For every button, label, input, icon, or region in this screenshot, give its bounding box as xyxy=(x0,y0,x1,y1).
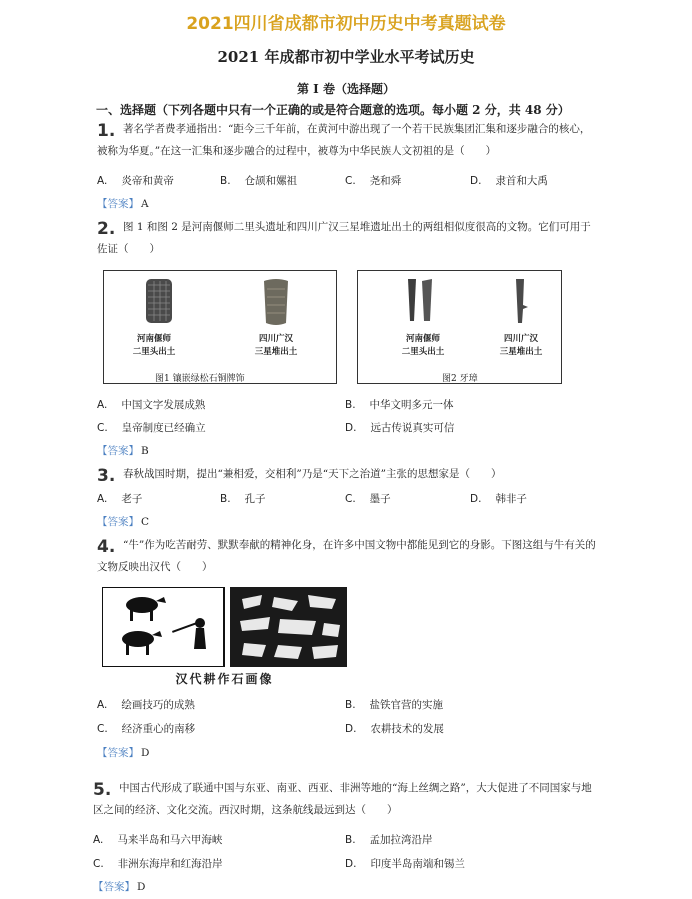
option-text: 印度半岛南端和锡兰 xyxy=(370,858,465,870)
option-label: B. xyxy=(220,175,231,187)
option-c xyxy=(345,491,391,506)
option-label: C. xyxy=(93,858,104,870)
figure-label-left: 河南偃师 二里头出土 xyxy=(401,334,445,357)
option-c xyxy=(345,173,401,188)
option-b xyxy=(220,491,266,506)
option-b xyxy=(345,697,443,712)
option-c xyxy=(97,721,195,736)
answer-value: D xyxy=(141,747,150,759)
option-label: B. xyxy=(345,399,356,411)
option-text: 孟加拉湾沿岸 xyxy=(369,834,433,846)
answer-value: C xyxy=(141,516,150,528)
bronze-plaque-images xyxy=(104,271,336,383)
answer-line xyxy=(97,745,149,760)
figure-label-right: 四川广汉 三星堆出土 xyxy=(499,334,543,357)
option-text: 皇帝制度已经确立 xyxy=(121,422,206,434)
option-text: 中华文明多元一体 xyxy=(369,399,454,411)
option-label: B. xyxy=(345,699,356,711)
option-label: A. xyxy=(93,834,104,846)
option-label: D. xyxy=(345,422,357,434)
question-text: 春秋战国时期，提出“兼相爱，交相利”乃是“天下之治道”主张的思想家是（ ） xyxy=(123,468,502,480)
option-text: 尧和舜 xyxy=(369,175,402,187)
answer-line xyxy=(97,196,149,211)
question-number: 3. xyxy=(97,466,116,486)
option-c xyxy=(97,420,206,435)
figure-1-caption: 图1 镶嵌绿松石铜牌饰 xyxy=(155,374,245,384)
option-label: D. xyxy=(345,858,357,870)
answer-value: D xyxy=(137,881,146,893)
question-text: “牛”作为吃苦耐劳、默默奉献的精神化身，在许多中国文物中都能见到它的身影。下图这组与牛有关的文物反映出汉代（ ） xyxy=(97,539,596,573)
question-number: 1. xyxy=(97,121,116,141)
figure-2-caption: 图2 牙璋 xyxy=(442,374,478,384)
option-a xyxy=(93,832,222,847)
option-d xyxy=(345,721,444,736)
figure-label-left: 河南偃师 二里头出土 xyxy=(132,334,176,357)
option-text: 老子 xyxy=(121,493,143,505)
option-text: 韩非子 xyxy=(495,493,527,505)
option-d xyxy=(470,173,548,188)
answer-line xyxy=(97,514,149,529)
option-text: 炎帝和黄帝 xyxy=(121,175,174,187)
option-label: A. xyxy=(97,399,108,411)
option-text: 远古传说真实可信 xyxy=(370,422,455,434)
option-label: C. xyxy=(97,422,108,434)
option-text: 马来半岛和马六甲海峡 xyxy=(117,834,223,846)
question-number: 5. xyxy=(93,780,112,800)
option-label: C. xyxy=(345,175,356,187)
option-label: B. xyxy=(220,493,231,505)
page-subtitle: 第 I 卷（选择题） xyxy=(297,82,395,96)
figure-caption: 汉代耕作石画像 xyxy=(175,672,274,686)
answer-tag: 【答案】 xyxy=(97,747,139,759)
answer-tag: 【答案】 xyxy=(97,516,139,528)
option-a xyxy=(97,173,174,188)
figure-label-right: 四川广汉 三星堆出土 xyxy=(254,334,298,357)
question-text: 著名学者费孝通指出：“距今三千年前，在黄河中游出现了一个若干民族集团汇集和逐步融合的核心，被称为华夏。”在这一汇集和逐步融合的过程中，被尊为中华民族人文初祖的是（ ） xyxy=(97,123,591,157)
answer-value: A xyxy=(141,198,149,210)
option-label: D. xyxy=(345,723,357,735)
figure-2 xyxy=(357,270,562,384)
option-label: A. xyxy=(97,175,108,187)
yazhang-images xyxy=(358,271,561,383)
option-text: 中国文字发展成熟 xyxy=(121,399,206,411)
option-c xyxy=(93,856,223,871)
option-b xyxy=(345,832,433,847)
option-text: 非洲东海岸和红海沿岸 xyxy=(117,858,223,870)
option-b xyxy=(220,173,297,188)
figure-1 xyxy=(103,270,337,384)
option-label: C. xyxy=(97,723,108,735)
option-text: 墨子 xyxy=(369,493,391,505)
option-a xyxy=(97,697,195,712)
option-b xyxy=(345,397,454,412)
option-text: 隶首和大禹 xyxy=(495,175,548,187)
option-label: A. xyxy=(97,493,108,505)
question-text: 图 1 和图 2 是河南偃师二里头遗址和四川广汉三星堆遗址出土的两组相似度很高的文物。它们可用于佐证（ ） xyxy=(97,221,591,255)
ox-stone-relief-image xyxy=(102,587,347,667)
option-text: 盐铁官营的实施 xyxy=(369,699,444,711)
question-number: 2. xyxy=(97,219,116,239)
option-a xyxy=(97,397,205,412)
option-d xyxy=(470,491,527,506)
answer-tag: 【答案】 xyxy=(97,445,139,457)
option-label: A. xyxy=(97,699,108,711)
option-d xyxy=(345,856,465,871)
option-text: 经济重心的南移 xyxy=(121,723,196,735)
option-label: B. xyxy=(345,834,356,846)
option-d xyxy=(345,420,454,435)
section-heading: 一、选择题（下列各题中只有一个正确的或是符合题意的选项。每小题 2 分，共 48 分） xyxy=(96,103,570,117)
page-title: 2021 年成都市初中学业水平考试历史 xyxy=(217,48,475,66)
option-a xyxy=(97,491,142,506)
option-text: 绘画技巧的成熟 xyxy=(121,699,195,711)
option-text: 农耕技术的发展 xyxy=(370,723,444,735)
option-text: 仓颉和嫘祖 xyxy=(244,175,298,187)
option-label: D. xyxy=(470,175,482,187)
option-text: 孔子 xyxy=(244,493,266,505)
question-text: 中国古代形成了联通中国与东亚、南亚、西亚、非洲等地的“海上丝绸之路”，大大促进了不同国家与地区之间的经济、文化交流。西汉时期，这条航线最远到达（ ） xyxy=(93,782,592,816)
answer-value: B xyxy=(141,445,149,457)
question-number: 4. xyxy=(97,537,116,557)
answer-tag: 【答案】 xyxy=(93,881,135,893)
answer-tag: 【答案】 xyxy=(97,198,139,210)
answer-line xyxy=(93,879,145,894)
option-label: D. xyxy=(470,493,482,505)
answer-line xyxy=(97,443,149,458)
option-label: C. xyxy=(345,493,356,505)
page-banner: 2021四川省成都市初中历史中考真题试卷 xyxy=(186,14,506,34)
